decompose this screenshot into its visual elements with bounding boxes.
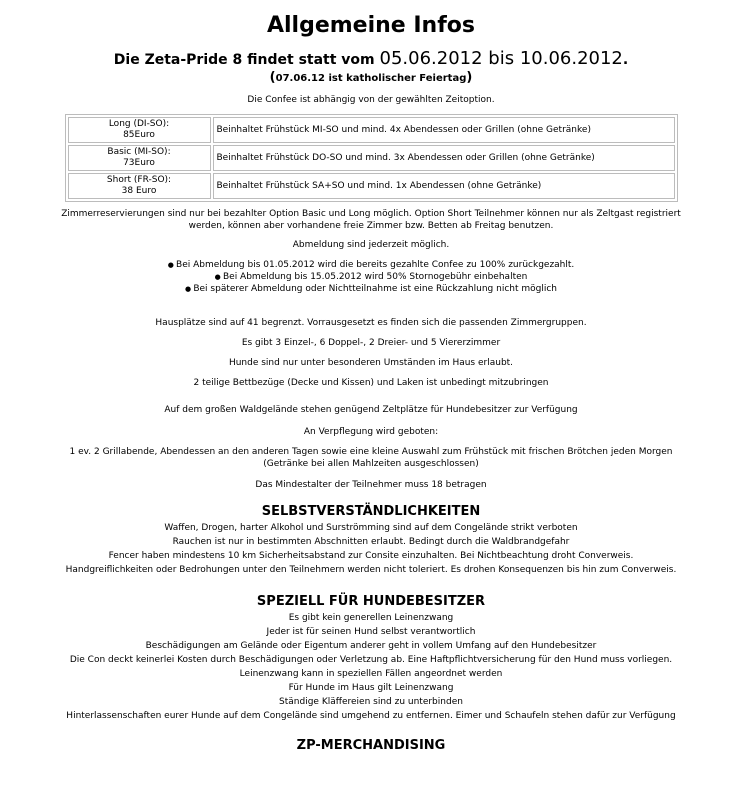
rooms-info: Es gibt 3 Einzel-, 6 Doppel-, 2 Dreier- und 5 Viererzimmer	[241, 338, 501, 348]
reservation-line: Zimmerreservierungen sind nur bei bezahlter Option Basic und Long möglich. Option Short Teilnehmer können nur als Zeltgast registriert	[61, 209, 681, 219]
house-places: Hausplätze sind auf 41 begrenzt. Vorrausgesetzt es finden sich die passenden Zimmergruppen.	[155, 318, 587, 328]
rule-line: Rauchen ist nur in bestimmten Abschnitten erlaubt. Bedingt durch die Waldbrandgefahr	[172, 537, 570, 547]
option-price: 73Euro	[123, 158, 155, 168]
option-name: Long (DI-SO):	[108, 119, 170, 129]
tents-info: Auf dem großen Waldgelände stehen genügend Zeltplätze für Hundebesitzer zur Verfügung	[164, 405, 578, 415]
rule-line: Waffen, Drogen, harter Alkohol und Surströmming sind auf dem Congelände strikt verboten	[164, 523, 578, 533]
paren-open: (	[269, 70, 276, 85]
section-heading: SPEZIELL FÜR HUNDEBESITZER	[256, 594, 486, 609]
event-dates-prefix: Die Zeta-Pride 8 findet statt vom	[113, 52, 380, 68]
food-info	[0, 446, 742, 470]
options-table	[65, 114, 678, 202]
option-cell	[68, 117, 211, 143]
rule-line: Es gibt kein generellen Leinenzwang	[288, 613, 454, 623]
reservation-line: werden, können aber vorhandene freie Zimmer bzw. Betten ab Freitag benutzen.	[188, 221, 554, 231]
option-desc: Beinhaltet Frühstück DO-SO und mind. 3x Abendessen oder Grillen (ohne Getränke)	[213, 145, 675, 171]
option-desc: Beinhaltet Frühstück MI-SO und mind. 4x Abendessen oder Grillen (ohne Getränke)	[213, 117, 675, 143]
food-line: (Getränke bei allen Mahlzeiten ausgeschlossen)	[263, 459, 479, 469]
bedding-info: 2 teilige Bettbezüge (Decke und Kissen) und Laken ist unbedingt mitzubringen	[193, 378, 549, 388]
dog-rules-list	[0, 611, 742, 723]
table-row	[68, 173, 675, 199]
rule-line: Für Hunde im Haus gilt Leinenzwang	[288, 683, 454, 693]
cancel-list	[0, 259, 742, 295]
min-age-info: Das Mindestalter der Teilnehmer muss 18 betragen	[255, 480, 487, 490]
food-title: An Verpflegung wird geboten:	[303, 427, 439, 437]
option-cell	[68, 145, 211, 171]
event-dates-suffix: .	[622, 52, 629, 68]
rule-line: Handgreiflichkeiten oder Bedrohungen unter den Teilnehmern werden nicht toleriert. Es drohen Konsequenzen bis hin zum Converweis.	[65, 565, 677, 575]
cancel-title: Abmeldung sind jederzeit möglich.	[292, 240, 450, 250]
event-dates-range: 05.06.2012 bis 10.06.2012	[379, 48, 623, 69]
rule-line: Beschädigungen am Gelände oder Eigentum anderer geht in vollem Umfang auf den Hundebesitzer	[145, 641, 597, 651]
option-price: 85Euro	[123, 130, 155, 140]
rule-line: Fencer haben mindestens 10 km Sicherheitsabstand zur Consite einzuhalten. Bei Nichtbeachtung droht Converweis.	[108, 551, 634, 561]
page-title: Allgemeine Infos	[266, 13, 476, 38]
list-item: ● Bei Abmeldung bis 01.05.2012 wird die bereits gezahlte Confee zu 100% zurückgezahlt.	[0, 259, 742, 271]
rule-line: Leinenzwang kann in speziellen Fällen angeordnet werden	[239, 669, 503, 679]
option-desc: Beinhaltet Frühstück SA+SO und mind. 1x Abendessen (ohne Getränke)	[213, 173, 675, 199]
table-row	[68, 117, 675, 143]
option-price: 38 Euro	[121, 186, 157, 196]
holiday-note-text: 07.06.12 ist katholischer Feiertag	[275, 73, 467, 84]
rule-line: Hinterlassenschaften eurer Hunde auf dem Congelände sind umgehend zu entfernen. Eimer und Schaufeln stehen dafür zur Verfügung	[66, 711, 676, 721]
food-line: 1 ev. 2 Grillabende, Abendessen an den anderen Tagen sowie eine kleine Auswahl zum Frühstück mit frischen Brötchen jeden Morgen	[69, 447, 673, 457]
option-name: Basic (MI-SO):	[107, 147, 171, 157]
section-heading: SELBSTVERSTÄNDLICHKEITEN	[261, 504, 481, 519]
rule-line: Jeder ist für seinen Hund selbst verantwortlich	[266, 627, 476, 637]
holiday-note	[0, 71, 742, 86]
table-row	[68, 145, 675, 171]
paren-close: )	[466, 70, 473, 85]
section-heading: ZP-MERCHANDISING	[296, 738, 446, 753]
list-item: ● Bei späterer Abmeldung oder Nichtteilnahme ist eine Rückzahlung nicht möglich	[0, 283, 742, 295]
reservation-info	[0, 208, 742, 232]
rules-list	[0, 521, 742, 577]
dogs-house-info: Hunde sind nur unter besonderen Umständen im Haus erlaubt.	[228, 358, 514, 368]
rule-line: Ständige Kläffereien sind zu unterbinden	[279, 697, 463, 707]
option-cell	[68, 173, 211, 199]
rule-line: Die Con deckt keinerlei Kosten durch Beschädigungen oder Verletzung ab. Eine Haftpflichtversicherung für den Hund muss vorliegen.	[69, 655, 673, 665]
fee-intro: Die Confee ist abhängig von der gewählten Zeitoption.	[247, 95, 495, 105]
list-item: ● Bei Abmeldung bis 15.05.2012 wird 50% Stornogebühr einbehalten	[0, 271, 742, 283]
option-name: Short (FR-SO):	[106, 175, 172, 185]
event-dates	[0, 49, 742, 70]
